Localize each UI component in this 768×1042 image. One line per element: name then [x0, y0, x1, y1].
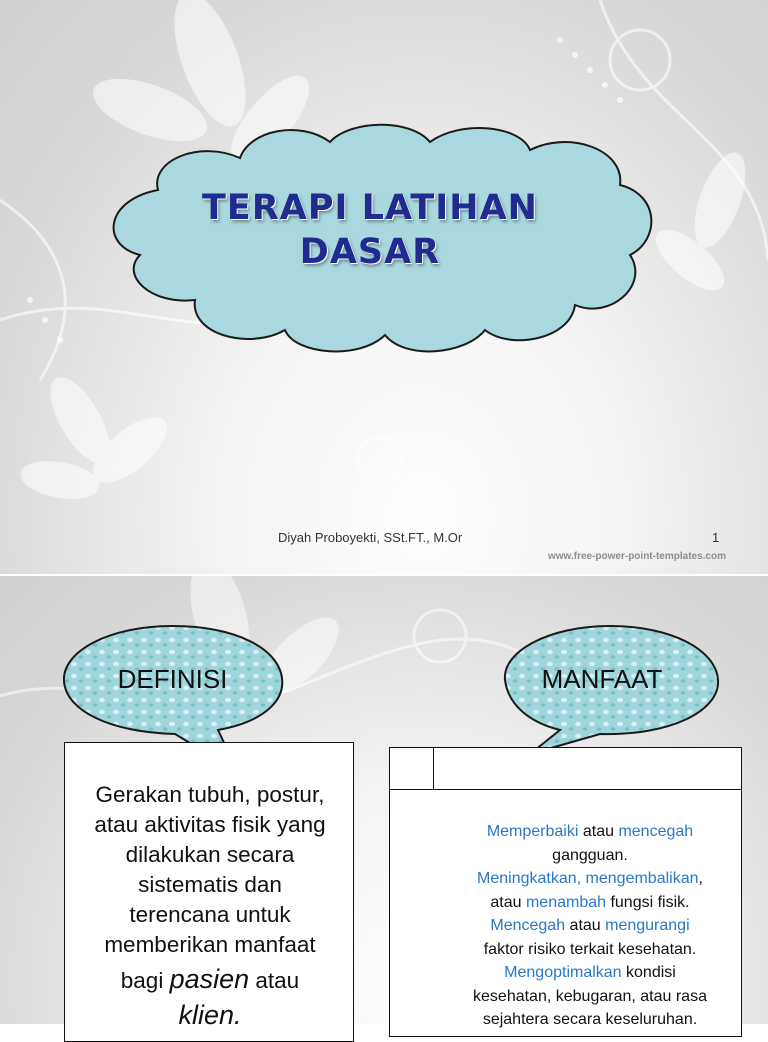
footer-author: Diyah Proboyekti, SSt.FT., M.Or — [278, 530, 463, 545]
manfaat-line: faktor risiko terkait kesehatan. — [483, 940, 697, 958]
highlight-term: menambah — [525, 893, 607, 911]
slide-title — [170, 186, 570, 274]
text-fragment: atau — [249, 968, 300, 993]
table-divider-horizontal — [390, 789, 741, 790]
highlight-term: Mencegah — [490, 917, 566, 934]
manfaat-line: kesehatan, kebugaran, atau rasa — [473, 987, 707, 1005]
manfaat-line — [440, 914, 740, 938]
manfaat-line: sejahtera secara keseluruhan. — [482, 1011, 698, 1028]
definisi-line: memberikan manfaat — [104, 932, 316, 957]
table-divider-vertical — [433, 748, 434, 790]
highlight-term: Mengoptimalkan — [504, 964, 622, 981]
text-fragment: , — [698, 870, 703, 887]
template-watermark: www.free-power-point-templates.com — [548, 551, 726, 562]
title-line-2: DASAR — [299, 232, 441, 272]
manfaat-line — [440, 820, 740, 844]
title-line-1: TERAPI LATIHAN — [202, 188, 538, 228]
manfaat-text — [440, 820, 740, 1032]
manfaat-line — [440, 867, 740, 891]
manfaat-label: MANFAAT — [541, 664, 663, 694]
text-fragment: atau — [578, 823, 619, 840]
manfaat-line — [440, 961, 740, 985]
text-fragment: fungsi fisik. — [606, 893, 690, 911]
highlight-term: Memperbaiki — [486, 823, 579, 840]
emphasis-pasien: pasien — [169, 964, 250, 994]
text-fragment: atau — [565, 917, 606, 934]
slide-number: 1 — [712, 530, 720, 545]
definisi-line: terencana untuk — [129, 902, 291, 927]
definisi-line: atau aktivitas fisik yang — [94, 812, 326, 837]
manfaat-line — [440, 891, 740, 915]
definisi-line: dilakukan secara — [125, 842, 295, 867]
definisi-line: Gerakan tubuh, postur, — [95, 782, 325, 807]
text-fragment: atau — [490, 893, 526, 911]
highlight-term: Meningkatkan, mengembalikan — [477, 870, 699, 887]
highlight-term: mengurangi — [605, 917, 690, 934]
text-fragment: bagi — [120, 968, 170, 993]
definisi-line — [70, 964, 350, 996]
definisi-label: DEFINISI — [117, 664, 228, 694]
highlight-term: mencegah — [618, 823, 694, 840]
definisi-text — [70, 780, 350, 1030]
emphasis-klien: klien. — [178, 1000, 242, 1030]
definisi-line: sistematis dan — [138, 872, 282, 897]
manfaat-line: gangguan. — [552, 846, 628, 864]
text-fragment: kondisi — [621, 964, 676, 981]
